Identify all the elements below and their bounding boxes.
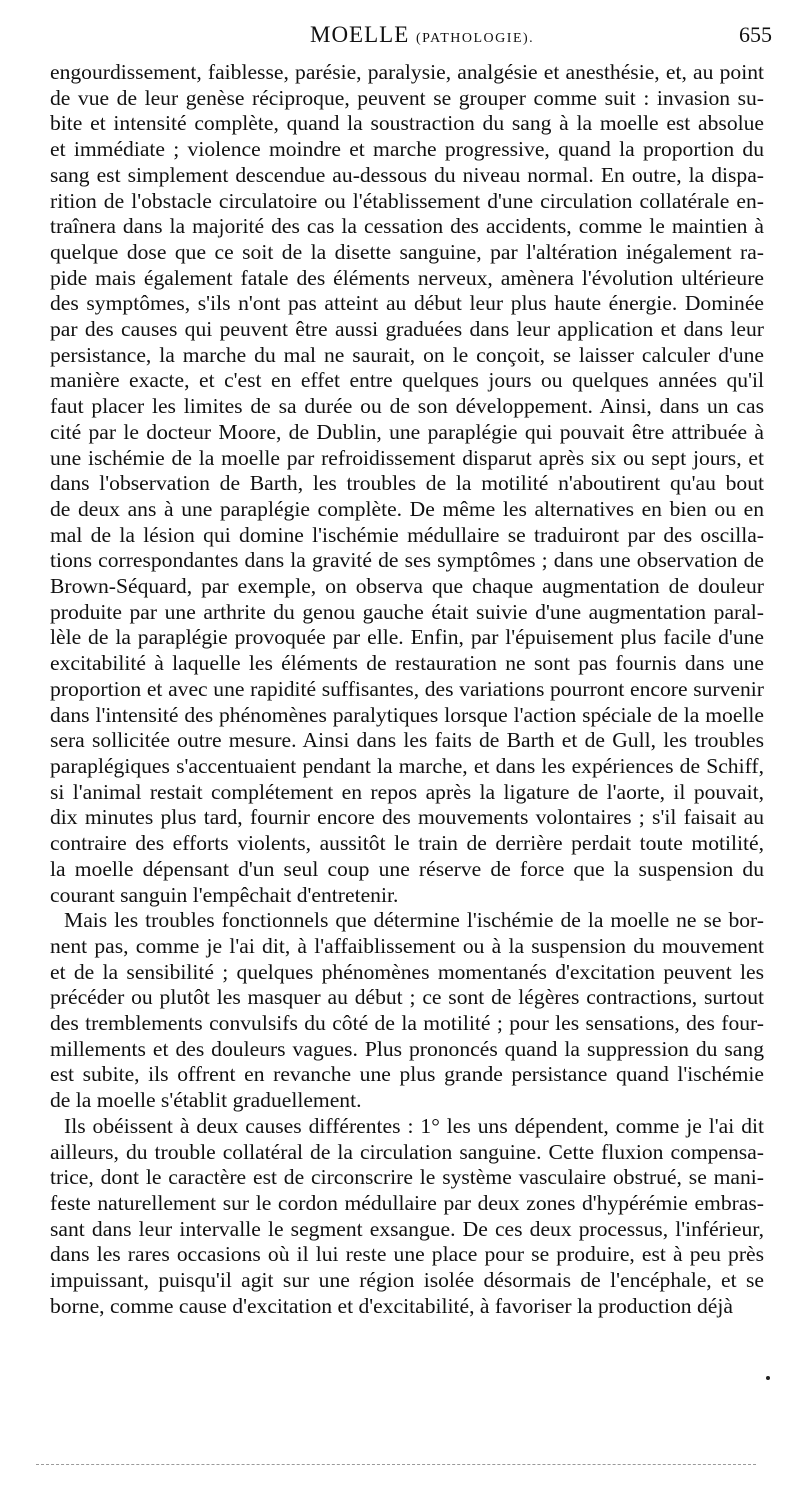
text-line: trice, dont le caractère est de circonscrire le système vasculaire obstrué, se mani- <box>50 1165 764 1190</box>
text-line: produite par une arthrite du genou gauche était suivie d'une augmentation paral- <box>50 599 764 624</box>
text-line: sant dans leur intervalle le segment exsangue. De ces deux processus, l'inférieur, <box>50 1216 764 1241</box>
text-line: proportion et avec une rapidité suffisantes, des variations pourront encore survenir <box>50 676 764 701</box>
running-head-main: MOELLE <box>310 22 410 47</box>
text-line: tions correspondantes dans la gravité de ses symptômes ; dans une observation de <box>50 548 764 573</box>
text-line: paraplégiques s'accentuaient pendant la marche, et dans les expériences de Schiff, <box>50 753 764 778</box>
margin-speck <box>766 1376 770 1380</box>
text-line: Ils obéissent à deux causes différentes : 1° les uns dépendent, comme je l'ai dit <box>64 1113 764 1138</box>
text-line: nent pas, comme je l'ai dit, à l'affaiblissement ou à la suspension du mouvement <box>50 933 764 958</box>
text-line: mal de la lésion qui domine l'ischémie médullaire se traduiront par des oscilla- <box>50 522 764 547</box>
text-line: une ischémie de la moelle par refroidissement disparut après six ou sept jours, et <box>50 445 764 470</box>
paragraph-3 <box>50 1114 764 1320</box>
text-line: de vue de leur genèse réciproque, peuvent se grouper comme suit : invasion su- <box>50 85 764 110</box>
text-line: contraire des efforts violents, aussitôt le train de derrière perdait toute motilité, <box>50 831 764 856</box>
text-line: de deux ans à une paraplégie complète. De même les alternatives en bien ou en <box>50 496 764 521</box>
text-line: engourdissement, faiblesse, parésie, paralysie, analgésie et anesthésie, et, au point <box>50 60 764 84</box>
text-line: si l'animal restait complétement en repos après la ligature de l'aorte, il pouvait, <box>50 779 764 804</box>
text-line: bite et intensité complète, quand la soustraction du sang à la moelle est absolue <box>50 111 764 136</box>
text-line: manière exacte, et c'est en effet entre quelques jours ou quelques années qu'il <box>50 368 764 393</box>
text-line: quelque dose que ce soit de la disette sanguine, par l'altération inégalement ra- <box>50 239 764 264</box>
text-line: des symptômes, s'ils n'ont pas atteint au début leur plus haute énergie. Dominée <box>50 291 764 316</box>
text-line: des tremblements convulsifs du côté de la motilité ; pour les sensations, des four- <box>50 1011 764 1036</box>
text-line: traînera dans la majorité des cas la cessation des accidents, comme le maintien à <box>50 214 764 239</box>
running-head <box>0 22 800 52</box>
text-line: sang est simplement descendue au-dessous du niveau normal. En outre, la dispa- <box>50 162 764 187</box>
text-line: et immédiate ; violence moindre et marche progressive, quand la proportion du <box>50 137 764 162</box>
text-line: et de la sensibilité ; quelques phénomènes momentanés d'excitation peuvent les <box>50 959 764 984</box>
text-line: de la moelle s'établit graduellement. <box>50 1088 362 1113</box>
paragraph-1 <box>50 60 764 908</box>
text-line: précéder ou plutôt les masquer au début ; ce sont de légères contractions, surtout <box>50 985 764 1010</box>
text-line: dans les rares occasions où il lui reste une place pour se produire, est à peu près <box>50 1242 764 1267</box>
text-line: dans l'intensité des phénomènes paralytiques lorsque l'action spéciale de la moelle <box>50 702 764 727</box>
text-line: dans l'observation de Barth, les troubles de la motilité n'aboutirent qu'au bout <box>50 471 764 496</box>
text-line: Mais les troubles fonctionnels que détermine l'ischémie de la moelle ne se bor- <box>64 908 764 933</box>
text-line: dix minutes plus tard, fournir encore des mouvements volontaires ; s'il faisait au <box>50 805 764 830</box>
text-line: sera sollicitée outre mesure. Ainsi dans les faits de Barth et de Gull, les troubles <box>50 728 764 753</box>
text-line: pide mais également fatale des éléments nerveux, amènera l'évolution ultérieure <box>50 265 764 290</box>
footer-rule <box>36 1464 756 1465</box>
text-line: la moelle dépensant d'un seul coup une réserve de force que la suspension du <box>50 856 764 881</box>
text-line: par des causes qui peuvent être aussi graduées dans leur application et dans leur <box>50 317 764 342</box>
text-line: ailleurs, du trouble collatéral de la circulation sanguine. Cette fluxion compensa- <box>50 1139 764 1164</box>
text-line: impuissant, puisqu'il agit sur une région isolée désormais de l'encéphale, et se <box>50 1268 764 1293</box>
text-line: feste naturellement sur le cordon médullaire par deux zones d'hypérémie embras- <box>50 1190 764 1215</box>
paragraph-2 <box>50 908 764 1114</box>
text-line: est subite, ils offrent en revanche une plus grande persistance quand l'ischémie <box>50 1062 764 1087</box>
text-line: borne, comme cause d'excitation et d'excitabilité, à favoriser la production déjà <box>50 1293 733 1318</box>
text-line: courant sanguin l'empêchait d'entretenir. <box>50 882 399 907</box>
text-line: cité par le docteur Moore, de Dublin, une paraplégie qui pouvait être attribuée à <box>50 419 764 444</box>
text-line: millements et des douleurs vagues. Plus prononcés quand la suppression du sang <box>50 1036 764 1061</box>
page-number: 655 <box>739 22 772 47</box>
body-text <box>50 60 764 1319</box>
running-head-title <box>310 22 534 48</box>
running-head-subject: (PATHOLOGIE). <box>416 31 535 46</box>
text-line: rition de l'obstacle circulatoire ou l'établissement d'une circulation collatérale en- <box>50 188 764 213</box>
text-line: faut placer les limites de sa durée ou de son développement. Ainsi, dans un cas <box>50 394 764 419</box>
text-line: persistance, la marche du mal ne saurait, on le conçoit, se laisser calculer d'une <box>50 342 764 367</box>
text-line: Brown-Séquard, par exemple, on observa que chaque augmentation de douleur <box>50 574 764 599</box>
text-line: excitabilité à laquelle les éléments de restauration ne sont pas fournis dans une <box>50 651 764 676</box>
text-line: lèle de la paraplégie provoquée par elle. Enfin, par l'épuisement plus facile d'une <box>50 625 764 650</box>
